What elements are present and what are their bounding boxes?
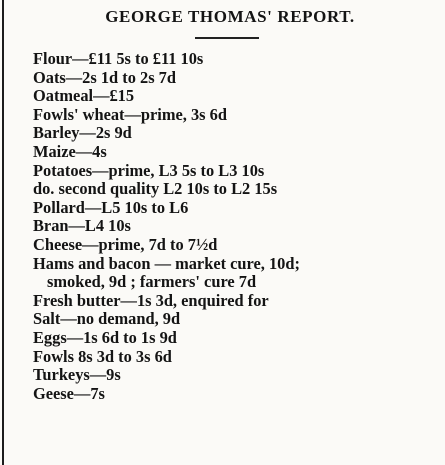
entry-salt: Salt—no demand, 9d [33,309,181,329]
column-rule [2,0,4,465]
entry-fresh-butter: Fresh butter—1s 3d, enquired for [33,290,269,310]
report-title: GEORGE THOMAS' REPORT. [105,7,355,26]
entry-potatoes-prime: Potatoes—prime, L3 5s to L3 10s [33,160,265,180]
entry-maize: Maize—4s [33,141,107,161]
entry-eggs: Eggs—1s 6d to 1s 9d [33,327,177,347]
entry-cheese: Cheese—prime, 7d to 7½d [33,234,218,254]
entry-oatmeal: Oatmeal—£15 [33,86,135,106]
entry-geese: Geese—7s [33,383,105,403]
entry-barley: Barley—2s 9d [33,123,132,143]
entry-flour: Flour—£11 5s to £11 10s [33,49,204,68]
entry-turkeys: Turkeys—9s [33,365,121,385]
entry-fowls-wheat: Fowls' wheat—prime, 3s 6d [33,104,227,124]
entry-oats: Oats—2s 1d to 2s 7d [33,67,176,87]
title-underline [195,37,259,39]
entry-fowls: Fowls 8s 3d to 3s 6d [33,346,172,366]
entry-hams-bacon: Hams and bacon — market cure, 10d; [33,253,300,273]
entry-pollard: Pollard—L5 10s to L6 [33,197,189,217]
entry-bran: Bran—L4 10s [33,216,131,236]
market-price-list [33,50,438,403]
entry-hams-bacon-continued: smoked, 9d ; farmers' cure 7d [47,272,257,292]
entry-potatoes-second: do. second quality L2 10s to L2 15s [33,179,278,199]
